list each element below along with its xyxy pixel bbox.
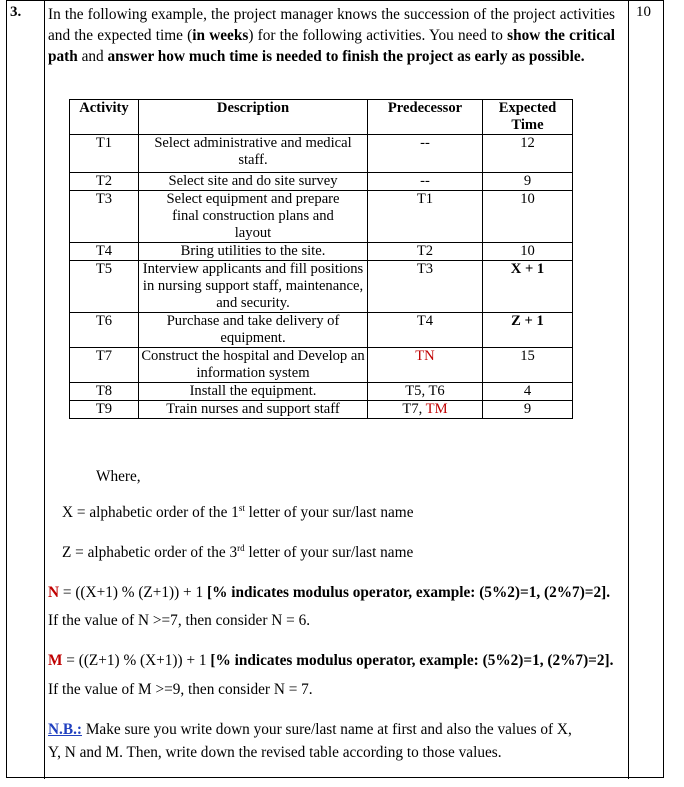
cell-time: 15 — [483, 348, 573, 383]
x-definition: X = alphabetic order of the 1st letter of your sur/last name — [62, 502, 414, 521]
header-description: Description — [139, 100, 368, 135]
cell-time: X + 1 — [483, 261, 573, 313]
m-formula: M = ((Z+1) % (X+1)) + 1 [% indicates modulus operator, example: (5%2)=1, (2%7)=2]. — [48, 652, 614, 669]
cell-predecessor: TN — [368, 348, 483, 383]
cell-activity: T9 — [70, 401, 139, 419]
table-row — [70, 261, 573, 313]
cell-predecessor: T3 — [368, 261, 483, 313]
cell-predecessor: T4 — [368, 313, 483, 348]
cell-activity: T4 — [70, 243, 139, 261]
cell-description: Bring utilities to the site. — [139, 243, 368, 261]
header-predecessor: Predecessor — [368, 100, 483, 135]
cell-description: Train nurses and support staff — [139, 401, 368, 419]
header-activity: Activity — [70, 100, 139, 135]
cell-activity: T5 — [70, 261, 139, 313]
table-row — [70, 313, 573, 348]
cell-activity: T2 — [70, 173, 139, 191]
cell-description: Install the equipment. — [139, 383, 368, 401]
cell-predecessor: -- — [368, 173, 483, 191]
question-text: In the following example, the project manager knows the succession of the project activities and the expected time (in weeks) for the following activities. You need to show the critical path and answer how much time is needed to finish the project as early as possible. — [48, 6, 615, 65]
cell-activity: T6 — [70, 313, 139, 348]
question-number: 3. — [10, 4, 22, 20]
cell-activity: T8 — [70, 383, 139, 401]
table-header-row — [70, 100, 573, 135]
table-row — [70, 401, 573, 419]
nb-note-line-2: Y, N and M. Then, write down the revised table according to those values. — [48, 744, 502, 761]
cell-time: 9 — [483, 173, 573, 191]
cell-predecessor: -- — [368, 135, 483, 173]
cell-description: Select equipment and prepare final construction plans and layout — [139, 191, 368, 243]
table-row — [70, 135, 573, 173]
table-row — [70, 191, 573, 243]
cell-predecessor: T7, TM — [368, 401, 483, 419]
column-divider — [628, 1, 629, 779]
cell-activity: T7 — [70, 348, 139, 383]
table-row — [70, 243, 573, 261]
cell-time: 12 — [483, 135, 573, 173]
table-row — [70, 383, 573, 401]
cell-predecessor: T1 — [368, 191, 483, 243]
activity-table — [69, 99, 573, 419]
cell-predecessor: T5, T6 — [368, 383, 483, 401]
header-expected-time: Expected Time — [483, 100, 573, 135]
cell-time: 10 — [483, 243, 573, 261]
cell-time: 4 — [483, 383, 573, 401]
cell-description: Select administrative and medical staff. — [139, 135, 368, 173]
column-divider — [44, 1, 45, 779]
cell-time: 10 — [483, 191, 573, 243]
table-row — [70, 173, 573, 191]
nb-note-line-1: N.B.: Make sure you write down your sure/last name at first and also the values of X, — [48, 721, 572, 738]
question-marks: 10 — [636, 4, 651, 20]
where-label: Where, — [96, 468, 141, 485]
cell-time: Z + 1 — [483, 313, 573, 348]
cell-predecessor: T2 — [368, 243, 483, 261]
cell-description: Construct the hospital and Develop an information system — [139, 348, 368, 383]
z-definition: Z = alphabetic order of the 3rd letter of your sur/last name — [62, 542, 414, 561]
cell-activity: T1 — [70, 135, 139, 173]
table-row — [70, 348, 573, 383]
cell-description: Select site and do site survey — [139, 173, 368, 191]
cell-activity: T3 — [70, 191, 139, 243]
cell-description: Purchase and take delivery of equipment. — [139, 313, 368, 348]
cell-description: Interview applicants and fill positions in nursing support staff, maintenance, and security. — [139, 261, 368, 313]
n-rule: If the value of N >=7, then consider N = 6. — [48, 612, 311, 629]
n-formula: N = ((X+1) % (Z+1)) + 1 [% indicates modulus operator, example: (5%2)=1, (2%7)=2]. — [48, 584, 611, 601]
cell-time: 9 — [483, 401, 573, 419]
m-rule: If the value of M >=9, then consider N = 7. — [48, 681, 313, 698]
